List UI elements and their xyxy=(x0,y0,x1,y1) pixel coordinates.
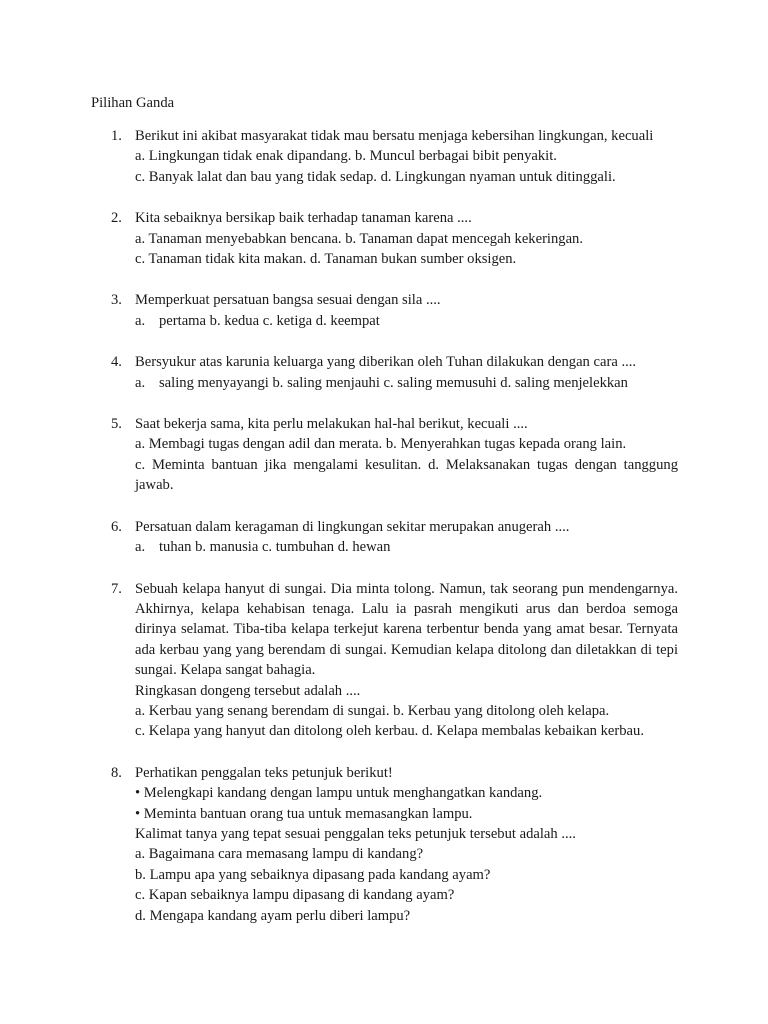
answer-options-line: c. Kelapa yang hanyut dan ditolong oleh kerbau. d. Kelapa membalas kebaikan kerbau. xyxy=(135,723,644,740)
question-number: 8. xyxy=(111,764,122,781)
question-number: 4. xyxy=(111,354,122,371)
question-number: 3. xyxy=(111,292,122,309)
question-number: 1. xyxy=(111,128,122,144)
question-number: 6. xyxy=(111,518,122,535)
question-body xyxy=(135,126,678,187)
answer-option: a. Bagaimana cara memasang lampu di kandang? xyxy=(135,846,424,863)
answer-options-line: a. Kerbau yang senang berendam di sungai. b. Kerbau yang ditolong oleh kelapa. xyxy=(135,702,610,719)
question-2 xyxy=(111,208,678,269)
question-list xyxy=(111,126,678,947)
question-prompt: Bersyukur atas karunia keluarga yang diberikan oleh Tuhan dilakukan dengan cara .... xyxy=(135,354,637,371)
question-prompt: Kalimat tanya yang tepat sesuai penggalan teks petunjuk tersebut adalah .... xyxy=(135,825,576,842)
instruction-bullet: • Meminta bantuan orang tua untuk memasangkan lampu. xyxy=(135,805,473,822)
question-prompt: Persatuan dalam keragaman di lingkungan sekitar merupakan anugerah .... xyxy=(135,518,570,535)
question-body xyxy=(135,517,678,558)
question-6 xyxy=(111,517,678,558)
question-body xyxy=(135,763,678,926)
option-label: a. xyxy=(135,312,146,329)
question-body xyxy=(135,290,678,331)
answer-options-line: a. Lingkungan tidak enak dipandang. b. Muncul berbagai bibit penyakit. xyxy=(135,148,557,165)
answer-options-line xyxy=(135,311,678,331)
story-paragraph: Sebuah kelapa hanyut di sungai. Dia minta tolong. Namun, tak seorang pun mendengarnya. Akhirnya, kelapa kehabisan tenaga. Lalu ia pasrah mengikuti arus dan berdoa semoga dirinya selamat. Tiba-tiba kelapa terkejut karena terbentur benda yang amat besar. Ternyata ada kerbau yang yang berendam di sungai. Kemudian kelapa ditolong dan diletakkan di tepi sungai. Kelapa sangat bahagia. xyxy=(135,580,678,679)
answer-options-line: a. Tanaman menyebabkan bencana. b. Tanaman dapat mencegah kekeringan. xyxy=(135,230,584,247)
question-prompt: Saat bekerja sama, kita perlu melakukan hal-hal berikut, kecuali .... xyxy=(135,416,528,433)
question-3 xyxy=(111,290,678,331)
question-body xyxy=(135,352,678,393)
question-number: 5. xyxy=(111,416,122,433)
option-text: tuhan b. manusia c. tumbuhan d. hewan xyxy=(159,539,391,556)
question-number: 2. xyxy=(111,210,122,227)
question-body xyxy=(135,579,678,742)
answer-options-line: c. Meminta bantuan jika mengalami kesulitan. d. Melaksanakan tugas dengan tanggung jawab. xyxy=(135,456,678,494)
option-text: pertama b. kedua c. ketiga d. keempat xyxy=(159,312,380,329)
question-intro: Perhatikan penggalan teks petunjuk berikut! xyxy=(135,764,393,781)
answer-option: c. Kapan sebaiknya lampu dipasang di kandang ayam? xyxy=(135,887,455,904)
answer-options-line xyxy=(135,373,678,393)
question-5 xyxy=(111,414,678,496)
question-prompt: Kita sebaiknya bersikap baik terhadap tanaman karena .... xyxy=(135,210,472,227)
question-4 xyxy=(111,352,678,393)
answer-option: d. Mengapa kandang ayam perlu diberi lampu? xyxy=(135,907,411,924)
question-prompt: Ringkasan dongeng tersebut adalah .... xyxy=(135,682,361,699)
question-prompt: Berikut ini akibat masyarakat tidak mau bersatu menjaga kebersihan lingkungan, kecuali xyxy=(135,128,654,144)
question-7 xyxy=(111,579,678,742)
option-text: saling menyayangi b. saling menjauhi c. saling memusuhi d. saling menjelekkan xyxy=(159,374,628,391)
question-8 xyxy=(111,763,678,926)
answer-options-line: c. Tanaman tidak kita makan. d. Tanaman bukan sumber oksigen. xyxy=(135,251,517,268)
answer-option: b. Lampu apa yang sebaiknya dipasang pada kandang ayam? xyxy=(135,866,491,883)
question-body xyxy=(135,208,678,269)
instruction-bullet: • Melengkapi kandang dengan lampu untuk menghangatkan kandang. xyxy=(135,785,543,802)
option-label: a. xyxy=(135,374,146,391)
answer-options-line xyxy=(135,537,678,557)
answer-options-line: a. Membagi tugas dengan adil dan merata. b. Menyerahkan tugas kepada orang lain. xyxy=(135,436,627,453)
question-number: 7. xyxy=(111,580,122,597)
question-1 xyxy=(111,126,678,187)
section-heading: Pilihan Ganda xyxy=(91,95,175,111)
question-prompt: Memperkuat persatuan bangsa sesuai dengan sila .... xyxy=(135,292,441,309)
option-label: a. xyxy=(135,539,146,556)
question-body xyxy=(135,414,678,496)
answer-options-line: c. Banyak lalat dan bau yang tidak sedap. d. Lingkungan nyaman untuk ditinggali. xyxy=(135,168,616,185)
